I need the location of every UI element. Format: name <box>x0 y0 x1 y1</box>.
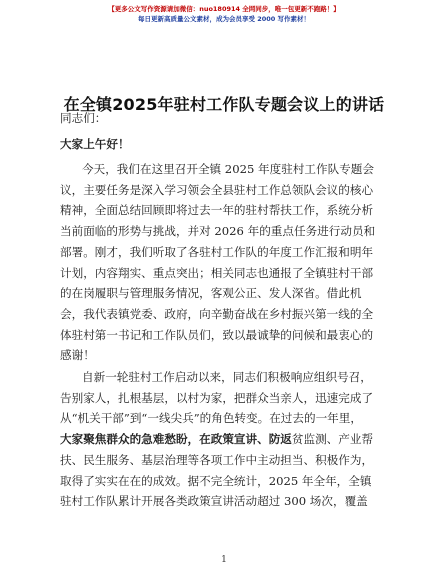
header-banner <box>0 4 448 24</box>
paragraph-1-line: 的在岗履职与管理服务情况，客观公正、发人深省。借此机 <box>60 286 362 301</box>
paragraph-2-line <box>60 429 390 450</box>
greeting <box>60 134 390 155</box>
paragraph-2-line: 取得了实实在在的成效。据不完全统计，2025 年全年，全镇 <box>60 473 372 488</box>
paragraph-1-line: 感谢！ <box>60 348 95 363</box>
banner-line-2: 每日更新高质量公文素材，成为会员享受 2000 写作素材！ <box>137 15 311 23</box>
document-title: 在全镇2025年驻村工作队专题会议上的讲话 <box>63 95 385 114</box>
paragraph-1-line: 精神，全面总结回顾即将过去一年的驻村帮扶工作，系统分析 <box>60 203 374 218</box>
paragraph-1-line: 会，我代表镇党委、政府，向辛勤奋战在乡村振兴第一线的全 <box>60 306 374 321</box>
paragraph-1-line: 体驻村第一书记和工作队员们，致以最诚挚的问候和最衷心的 <box>60 327 374 342</box>
paragraph-1-line: 议，主要任务是深入学习领会全县驻村工作总领队会议的核心 <box>60 182 374 197</box>
greeting-text: 大家上午好！ <box>60 137 130 151</box>
paragraph-1-line: 计划，内容翔实、重点突出；相关同志也通报了全镇驻村干部 <box>60 265 374 280</box>
paragraph-1 <box>60 159 390 366</box>
paragraph-1-line: 部署。刚才，我们听取了各驻村工作队的年度工作汇报和明年 <box>60 244 374 259</box>
paragraph-2-line: 驻村工作队累计开展各类政策宣讲活动超过 300 场次，覆盖 <box>60 494 368 509</box>
paragraph-2-line: 告别家人，扎根基层，以村为家，把群众当亲人，迅速完成了 <box>60 390 374 405</box>
paragraph-2 <box>60 367 390 512</box>
paragraph-2-line: 从“机关干部”到“一线尖兵”的角色转变。在过去的一年里， <box>60 411 362 426</box>
banner-line-1: 【更多公文写作资源请加微信：nuo180914 全网同步，唯一包更新不跑路！】 <box>108 5 340 13</box>
page-number: 1 <box>221 555 227 565</box>
paragraph-2-line-rest: 贫监测、产业帮 <box>291 432 374 447</box>
paragraph-2-line: 自新一轮驻村工作启动以来，同志们积极响应组织号召， <box>82 370 372 384</box>
salutation: 同志们： <box>60 111 107 125</box>
paragraph-1-line: 当前面临的形势与挑战，并对 2026 年的重点任务进行动员和 <box>60 224 376 239</box>
paragraph-2-bold-phrase: 大家聚焦群众的急难愁盼，在政策宣讲、防返 <box>60 432 292 447</box>
paragraph-2-line: 扶、民生服务、基层治理等各项工作中主动担当、积极作为， <box>60 452 374 467</box>
paragraph-1-line: 今天，我们在这里召开全镇 2025 年度驻村工作队专题会 <box>82 162 374 176</box>
